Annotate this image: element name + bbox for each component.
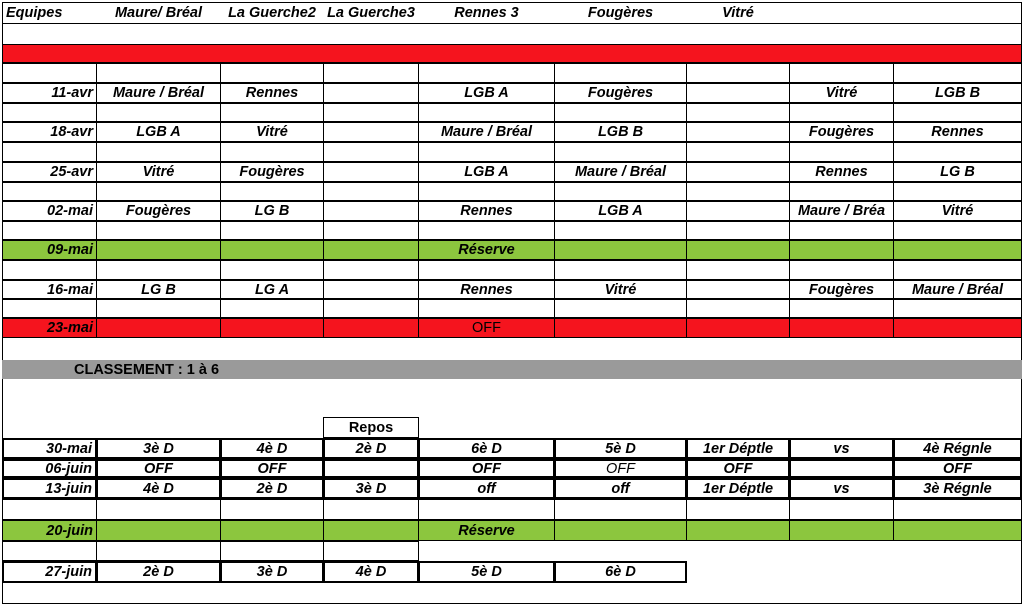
ranking-cell: OFF bbox=[554, 459, 687, 478]
blank-cell bbox=[893, 221, 1022, 240]
blank-cell bbox=[220, 499, 324, 520]
date-cell: 11-avr bbox=[2, 83, 97, 103]
ranking-cell: 1er Déptle bbox=[686, 478, 790, 499]
match-cell: Maure / Bréal bbox=[418, 122, 555, 142]
blank-cell bbox=[686, 221, 790, 240]
off-cell bbox=[789, 318, 894, 338]
date-cell: 06-juin bbox=[2, 459, 97, 478]
match-cell: Rennes bbox=[418, 201, 555, 221]
blank-cell bbox=[2, 299, 97, 318]
blank-cell bbox=[2, 260, 97, 280]
blank-cell bbox=[789, 103, 894, 122]
match-cell: LGB A bbox=[418, 83, 555, 103]
date-cell: 27-juin bbox=[2, 561, 97, 583]
repos-header: Repos bbox=[323, 417, 419, 438]
match-cell: Rennes bbox=[220, 83, 324, 103]
blank-cell bbox=[789, 221, 894, 240]
blank-cell bbox=[554, 299, 687, 318]
match-cell: Vitré bbox=[789, 83, 894, 103]
reserve-cell bbox=[893, 240, 1022, 260]
reserve-cell bbox=[96, 240, 221, 260]
ranking-cell: OFF bbox=[686, 459, 790, 478]
blank-cell bbox=[2, 182, 97, 201]
match-cell: Vitré bbox=[554, 280, 687, 299]
blank-cell bbox=[323, 142, 419, 162]
reserve-cell bbox=[686, 240, 790, 260]
reserve-cell bbox=[554, 240, 687, 260]
match-cell: LGB A bbox=[96, 122, 221, 142]
blank-cell bbox=[96, 499, 221, 520]
blank-cell bbox=[554, 103, 687, 122]
match-cell: LGB A bbox=[554, 201, 687, 221]
ranking-cell: 3è D bbox=[323, 478, 419, 499]
date-cell: 02-mai bbox=[2, 201, 97, 221]
date-cell: 23-mai bbox=[2, 318, 97, 338]
reserve-cell: Réserve bbox=[418, 520, 555, 541]
match-cell: Maure / Bréal bbox=[96, 83, 221, 103]
blank-cell bbox=[2, 103, 97, 122]
blank-cell bbox=[96, 221, 221, 240]
ranking-cell: 2è D bbox=[96, 561, 221, 583]
blank-cell bbox=[686, 299, 790, 318]
blank-cell bbox=[2, 142, 97, 162]
ranking-cell: 3è D bbox=[220, 561, 324, 583]
blank-cell bbox=[2, 63, 97, 83]
blank-cell bbox=[220, 103, 324, 122]
blank-cell bbox=[2, 221, 97, 240]
ranking-cell: 3è Régnle bbox=[893, 478, 1022, 499]
ranking-cell: 3è D bbox=[96, 438, 221, 459]
blank-cell bbox=[323, 221, 419, 240]
ranking-cell: OFF bbox=[418, 459, 555, 478]
ranking-cell: off bbox=[418, 478, 555, 499]
match-cell: LGB B bbox=[554, 122, 687, 142]
ranking-cell: 6è D bbox=[418, 438, 555, 459]
match-cell: Maure / Bréal bbox=[554, 162, 687, 182]
off-cell bbox=[893, 318, 1022, 338]
match-cell: Vitré bbox=[220, 122, 324, 142]
match-cell: Vitré bbox=[96, 162, 221, 182]
team-header-3: La Guerche3 bbox=[327, 5, 415, 21]
date-cell: 13-juin bbox=[2, 478, 97, 499]
blank-cell bbox=[789, 142, 894, 162]
match-cell: Maure / Bréa bbox=[789, 201, 894, 221]
blank-cell bbox=[893, 142, 1022, 162]
blank-cell bbox=[96, 142, 221, 162]
match-cell: Rennes bbox=[418, 280, 555, 299]
match-cell bbox=[686, 83, 790, 103]
blank-cell bbox=[418, 260, 555, 280]
match-cell: Fougères bbox=[220, 162, 324, 182]
blank-cell bbox=[220, 63, 324, 83]
blank-cell bbox=[686, 182, 790, 201]
match-cell bbox=[323, 280, 419, 299]
blank-cell bbox=[686, 103, 790, 122]
match-cell bbox=[686, 201, 790, 221]
off-cell bbox=[323, 318, 419, 338]
reserve-cell bbox=[323, 520, 419, 541]
blank-cell bbox=[323, 63, 419, 83]
blank-cell bbox=[686, 142, 790, 162]
blank-cell bbox=[220, 221, 324, 240]
reserve-cell bbox=[789, 520, 894, 541]
blank-cell bbox=[418, 142, 555, 162]
off-cell: OFF bbox=[418, 318, 555, 338]
ranking-cell: 5è D bbox=[554, 438, 687, 459]
date-cell: 18-avr bbox=[2, 122, 97, 142]
date-cell: 20-juin bbox=[2, 520, 97, 541]
match-cell: Maure / Bréal bbox=[893, 280, 1022, 299]
match-cell bbox=[686, 162, 790, 182]
match-cell: LG A bbox=[220, 280, 324, 299]
blank-cell bbox=[323, 541, 419, 561]
blank-cell bbox=[554, 499, 687, 520]
blank-cell bbox=[686, 63, 790, 83]
blank-cell bbox=[220, 260, 324, 280]
blank-cell bbox=[323, 182, 419, 201]
ranking-cell: 4è D bbox=[96, 478, 221, 499]
blank-cell bbox=[96, 260, 221, 280]
blank-cell bbox=[418, 299, 555, 318]
reserve-cell bbox=[96, 520, 221, 541]
blank-cell bbox=[96, 103, 221, 122]
ranking-cell: vs bbox=[789, 478, 894, 499]
ranking-cell: 1er Déptle bbox=[686, 438, 790, 459]
reserve-cell: Réserve bbox=[418, 240, 555, 260]
team-header-2: La Guerche2 bbox=[228, 5, 316, 21]
off-cell bbox=[96, 318, 221, 338]
off-cell bbox=[686, 318, 790, 338]
ranking-cell: 2è D bbox=[323, 438, 419, 459]
blank-cell bbox=[418, 63, 555, 83]
blank-cell bbox=[893, 103, 1022, 122]
blank-cell bbox=[789, 63, 894, 83]
date-cell: 30-mai bbox=[2, 438, 97, 459]
blank-cell bbox=[2, 541, 97, 561]
ranking-cell: 5è D bbox=[418, 561, 555, 583]
match-cell: Fougères bbox=[789, 122, 894, 142]
blank-cell bbox=[220, 299, 324, 318]
reserve-cell bbox=[789, 240, 894, 260]
blank-cell bbox=[554, 63, 687, 83]
blank-cell bbox=[893, 299, 1022, 318]
blank-cell bbox=[323, 299, 419, 318]
match-cell: LGB A bbox=[418, 162, 555, 182]
match-cell bbox=[323, 83, 419, 103]
blank-cell bbox=[686, 260, 790, 280]
date-cell: 25-avr bbox=[2, 162, 97, 182]
ranking-cell: OFF bbox=[96, 459, 221, 478]
reserve-cell bbox=[220, 240, 324, 260]
blank-cell bbox=[2, 499, 97, 520]
match-cell: Rennes bbox=[893, 122, 1022, 142]
blank-cell bbox=[220, 142, 324, 162]
blank-cell bbox=[418, 103, 555, 122]
team-header-6: Vitré bbox=[722, 5, 754, 21]
match-cell bbox=[686, 280, 790, 299]
blank-cell bbox=[789, 299, 894, 318]
date-cell: 09-mai bbox=[2, 240, 97, 260]
blank-cell bbox=[96, 541, 221, 561]
match-cell bbox=[323, 122, 419, 142]
match-cell: Vitré bbox=[893, 201, 1022, 221]
match-cell: LGB B bbox=[893, 83, 1022, 103]
blank-cell bbox=[893, 499, 1022, 520]
reserve-cell bbox=[554, 520, 687, 541]
ranking-cell: 4è Régnle bbox=[893, 438, 1022, 459]
ranking-cell: vs bbox=[789, 438, 894, 459]
match-cell: LG B bbox=[96, 280, 221, 299]
team-header-1: Maure/ Bréal bbox=[114, 5, 203, 21]
blank-cell bbox=[686, 499, 790, 520]
date-cell: 16-mai bbox=[2, 280, 97, 299]
match-cell bbox=[323, 162, 419, 182]
ranking-cell: off bbox=[554, 478, 687, 499]
blank-cell bbox=[789, 260, 894, 280]
blank-cell bbox=[418, 221, 555, 240]
blank-cell bbox=[893, 260, 1022, 280]
blank-cell bbox=[323, 103, 419, 122]
blank-cell bbox=[789, 182, 894, 201]
blank-cell bbox=[96, 182, 221, 201]
red-band bbox=[2, 44, 1022, 63]
ranking-cell: OFF bbox=[893, 459, 1022, 478]
ranking-cell bbox=[323, 459, 419, 478]
classement-title: CLASSEMENT : 1 à 6 bbox=[74, 361, 220, 378]
match-cell: LG B bbox=[220, 201, 324, 221]
blank-cell bbox=[220, 541, 324, 561]
blank-cell bbox=[323, 499, 419, 520]
reserve-cell bbox=[323, 240, 419, 260]
ranking-cell: 6è D bbox=[554, 561, 687, 583]
blank-cell bbox=[554, 260, 687, 280]
reserve-cell bbox=[220, 520, 324, 541]
ranking-cell: 4è D bbox=[220, 438, 324, 459]
blank-cell bbox=[96, 299, 221, 318]
reserve-cell bbox=[893, 520, 1022, 541]
blank-cell bbox=[220, 182, 324, 201]
blank-cell bbox=[418, 182, 555, 201]
blank-cell bbox=[418, 499, 555, 520]
match-cell bbox=[686, 122, 790, 142]
blank-cell bbox=[554, 182, 687, 201]
team-header-4: Rennes 3 bbox=[454, 5, 519, 21]
blank-cell bbox=[789, 499, 894, 520]
blank-cell bbox=[554, 142, 687, 162]
match-cell: Fougères bbox=[554, 83, 687, 103]
ranking-cell: OFF bbox=[220, 459, 324, 478]
ranking-cell: 4è D bbox=[323, 561, 419, 583]
equipes-label: Equipes bbox=[6, 5, 63, 21]
match-cell bbox=[323, 201, 419, 221]
match-cell: Fougères bbox=[789, 280, 894, 299]
match-cell: LG B bbox=[893, 162, 1022, 182]
blank-cell bbox=[323, 260, 419, 280]
blank-cell bbox=[96, 63, 221, 83]
ranking-cell bbox=[789, 459, 894, 478]
blank-cell bbox=[554, 221, 687, 240]
off-cell bbox=[554, 318, 687, 338]
match-cell: Fougères bbox=[96, 201, 221, 221]
blank-cell bbox=[893, 63, 1022, 83]
blank-cell bbox=[893, 182, 1022, 201]
off-cell bbox=[220, 318, 324, 338]
team-header-5: Fougères bbox=[587, 5, 654, 21]
reserve-cell bbox=[686, 520, 790, 541]
ranking-cell: 2è D bbox=[220, 478, 324, 499]
header-divider bbox=[2, 23, 1021, 24]
blank-cell bbox=[418, 541, 1022, 561]
match-cell: Rennes bbox=[789, 162, 894, 182]
